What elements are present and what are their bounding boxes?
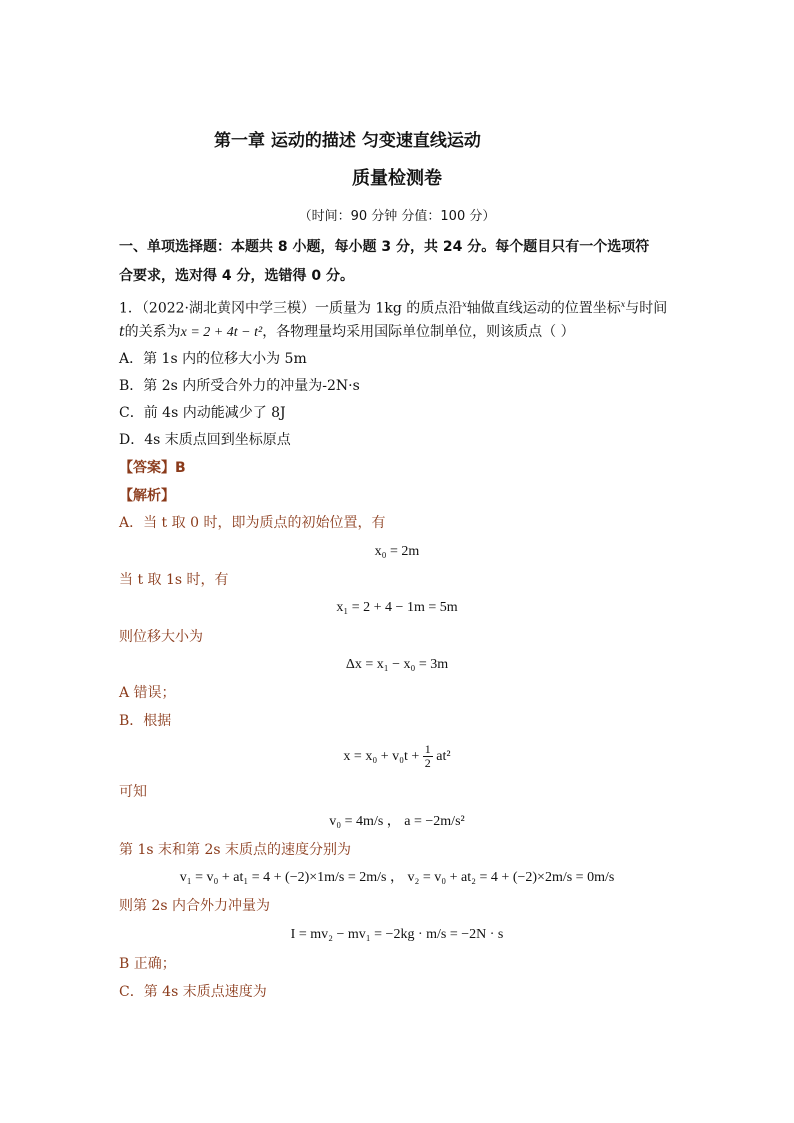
solution-b-speeds: 第 1s 末和第 2s 末质点的速度分别为 <box>119 842 351 858</box>
equation-v1-v2: v₁ = v₀ + at₁ = 4 + (−2)×1m/s = 2m/s ， v₂ = v₀ + at₂ = 4 + (−2)×2m/s = 0m/s <box>179 870 615 885</box>
option-b: B．第 2s 内所受合外力的冲量为-2N·s <box>119 378 360 394</box>
solution-b-result: B 正确； <box>119 956 176 972</box>
fraction-half <box>423 743 433 770</box>
option-c: C．前 4s 内动能减少了 8J <box>119 405 286 421</box>
chapter-title: 第一章 运动的描述 匀变速直线运动 <box>214 131 481 151</box>
exam-info: （时间：90 分钟 分值：100 分） <box>298 209 496 224</box>
section-heading-line1: 一、单项选择题：本题共 8 小题，每小题 3 分，共 24 分。每个题目只有一个选项符 <box>119 239 650 255</box>
solution-c-intro: C．第 4s 末质点速度为 <box>119 984 267 1000</box>
question-stem-line1 <box>119 295 667 319</box>
question-stem-line2 <box>119 322 575 343</box>
stem-text: 轴做直线运动的位置坐标 <box>466 300 621 317</box>
equation-impulse: I = mv₂ − mv₁ = −2kg · m/s = −2N · s <box>290 927 504 942</box>
equation-x1: x₁ = 2 + 4 − 1m = 5m <box>336 600 458 615</box>
fraction-denominator: 2 <box>424 756 431 771</box>
solution-a-intro: A．当 t 取 0 时，即为质点的初始位置，有 <box>119 515 386 531</box>
equation-delta-x: Δx = x₁ − x₀ = 3m <box>345 657 449 672</box>
solution-b-intro: B．根据 <box>119 713 172 729</box>
stem-variable: x <box>462 300 467 309</box>
solution-a-result: A 错误； <box>119 685 176 701</box>
solution-b-know: 可知 <box>119 784 147 800</box>
equation-part: at² <box>436 749 451 764</box>
equation-position <box>0 742 794 772</box>
stem-variable: t <box>119 324 125 340</box>
answer-label: 【答案】B <box>119 460 186 476</box>
stem-text: ，各物理量均采用国际单位制单位，则该质点（ ） <box>262 324 575 340</box>
solution-a-t1: 当 t 取 1s 时，有 <box>119 572 229 588</box>
solution-a-displacement: 则位移大小为 <box>119 629 203 645</box>
equation-x0: x₀ = 2m <box>374 544 420 559</box>
section-heading-line2: 合要求，选对得 4 分，选错得 0 分。 <box>119 268 354 284</box>
stem-text: 与时间 <box>625 300 668 317</box>
equation-part: x = x₀ + v₀t + <box>343 749 420 764</box>
option-a: A．第 1s 内的位移大小为 5m <box>119 351 307 367</box>
fraction-numerator: 1 <box>424 742 431 757</box>
option-d: D．4s 末质点回到坐标原点 <box>119 432 291 448</box>
stem-variable: x <box>620 300 626 309</box>
stem-text: 1．（2022·湖北黄冈中学三模）一质量为 1kg 的质点沿 <box>119 300 463 317</box>
solution-b-impulse: 则第 2s 内合外力冲量为 <box>119 898 270 914</box>
exam-title: 质量检测卷 <box>352 168 442 189</box>
analysis-label: 【解析】 <box>119 488 175 504</box>
stem-formula: x = 2 + 4t − t² <box>180 325 263 340</box>
stem-text: 的关系为 <box>124 324 181 340</box>
equation-v0-a: v₀ = 4m/s ， a = −2m/s² <box>329 814 465 829</box>
